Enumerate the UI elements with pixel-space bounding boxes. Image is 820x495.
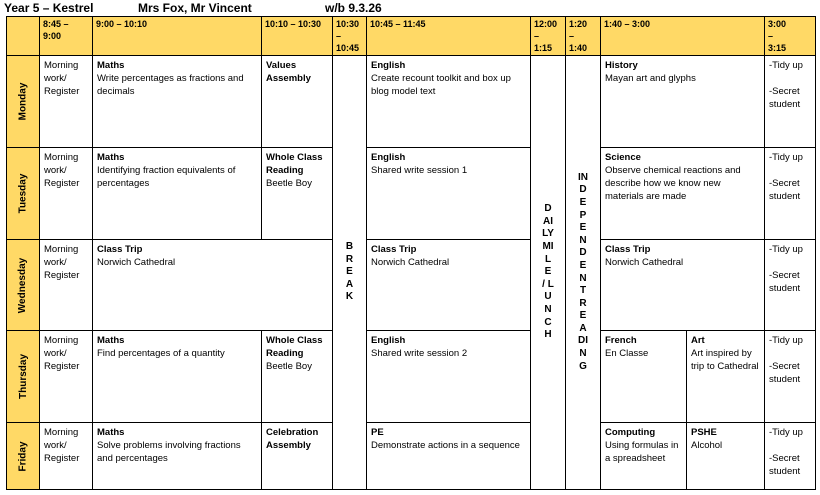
- session-4a-title: Computing: [605, 427, 656, 438]
- session-1-title: Maths: [97, 427, 125, 438]
- end-of-day-text: -Tidy up -Secret student: [769, 152, 803, 202]
- session-3-title: PE: [371, 427, 384, 438]
- time-slot-3: 10:10 – 10:30: [261, 16, 333, 56]
- morning-work-cell: [39, 422, 93, 490]
- session-4a-cell: [600, 422, 687, 490]
- time-slot-9: 3:00 – 3:15: [764, 16, 816, 56]
- time-slot-1: 8:45 – 9:00: [39, 16, 93, 56]
- end-of-day-text: -Tidy up -Secret student: [769, 335, 803, 385]
- session-4a-text: En Classe: [605, 348, 649, 359]
- morning-text: Morning work/ Register: [44, 152, 80, 189]
- session-3-title: English: [371, 335, 406, 346]
- class-name: Year 5 – Kestrel: [4, 1, 94, 15]
- session-1-title: Maths: [97, 60, 125, 71]
- morning-work-cell: [39, 330, 93, 423]
- morning-work-cell: [39, 147, 93, 240]
- teachers: Mrs Fox, Mr Vincent: [138, 1, 252, 15]
- end-of-day-text: -Tidy up -Secret student: [769, 244, 803, 294]
- day-label: [6, 330, 40, 423]
- session-4-text: Mayan art and glyphs: [605, 73, 696, 84]
- session-1-text: Find percentages of a quantity: [97, 348, 225, 359]
- session-4-title: History: [605, 60, 638, 71]
- session-4a-text: Using formulas in a spreadsheet: [605, 440, 679, 464]
- morning-work-cell: [39, 239, 93, 331]
- session-2-text: Beetle Boy: [266, 361, 312, 372]
- session-3-title: Class Trip: [371, 244, 417, 255]
- time-slot-6: 12:00 – 1:15: [530, 16, 566, 56]
- morning-text: Morning work/ Register: [44, 244, 80, 281]
- corner-cell: [6, 16, 40, 56]
- session-2-cell: [261, 422, 333, 490]
- session-3-text: Create recount toolkit and box up blog model text: [371, 73, 511, 97]
- day-name: Wednesday: [17, 257, 29, 313]
- session-3-text: Shared write session 1: [371, 165, 468, 176]
- session-1-cell: [92, 330, 262, 423]
- morning-text: Morning work/ Register: [44, 335, 80, 372]
- day-label: [6, 147, 40, 240]
- week-beginning: w/b 9.3.26: [325, 1, 382, 15]
- session-4a-cell: [600, 330, 687, 423]
- session-3-text: Demonstrate actions in a sequence: [371, 440, 520, 451]
- session-4-text: Norwich Cathedral: [605, 257, 684, 268]
- day-label: [6, 422, 40, 490]
- day-label: [6, 55, 40, 148]
- session-4b-text: Art inspired by trip to Cathedral: [691, 348, 759, 372]
- end-of-day-cell: [764, 55, 816, 148]
- session-4-title: Class Trip: [605, 244, 651, 255]
- session-4-cell: [600, 239, 765, 331]
- end-of-day-cell: [764, 239, 816, 331]
- end-of-day-cell: [764, 422, 816, 490]
- morning-work-cell: [39, 55, 93, 148]
- session-4b-cell: [686, 422, 765, 490]
- session-3-text: Shared write session 2: [371, 348, 468, 359]
- day-label: [6, 239, 40, 331]
- session-1-cell: [92, 422, 262, 490]
- time-slot-5: 10:45 – 11:45: [366, 16, 531, 56]
- session-2-title: Celebration Assembly: [266, 427, 319, 451]
- session-1-cell: [92, 55, 262, 148]
- session-1-cell: [92, 239, 333, 331]
- session-1-text: Solve problems involving fractions and percentages: [97, 440, 241, 464]
- morning-text: Morning work/ Register: [44, 427, 80, 464]
- day-name: Friday: [17, 440, 29, 472]
- time-slot-7: 1:20 – 1:40: [565, 16, 601, 56]
- day-name: Tuesday: [17, 173, 29, 214]
- session-3-title: English: [371, 60, 406, 71]
- session-2-text: Beetle Boy: [266, 178, 312, 189]
- session-2-cell: [261, 330, 333, 423]
- end-of-day-cell: [764, 147, 816, 240]
- session-1-text: Identifying fraction equivalents of percentages: [97, 165, 236, 189]
- time-slot-4: 10:30 – 10:45: [332, 16, 367, 56]
- time-slot-2: 9:00 – 10:10: [92, 16, 262, 56]
- session-1-title: Maths: [97, 152, 125, 163]
- end-of-day-text: -Tidy up -Secret student: [769, 60, 803, 110]
- session-4b-cell: [686, 330, 765, 423]
- independent-reading-column: INDEPENDENT READING: [565, 55, 601, 490]
- break-column: BREAK: [332, 55, 367, 490]
- session-4-cell: [600, 147, 765, 240]
- session-2-title: Whole Class Reading: [266, 152, 323, 176]
- session-4-cell: [600, 55, 765, 148]
- session-3-cell: [366, 239, 531, 331]
- daily-mile-lunch-column: DAILY MILE / LUNCH: [530, 55, 566, 490]
- session-4b-title: Art: [691, 335, 705, 346]
- session-3-cell: [366, 330, 531, 423]
- session-3-text: Norwich Cathedral: [371, 257, 450, 268]
- session-1-title: Class Trip: [97, 244, 143, 255]
- session-4-title: Science: [605, 152, 641, 163]
- session-3-cell: [366, 422, 531, 490]
- end-of-day-text: -Tidy up -Secret student: [769, 427, 803, 477]
- session-3-title: English: [371, 152, 406, 163]
- session-4b-title: PSHE: [691, 427, 717, 438]
- session-2-cell: [261, 147, 333, 240]
- session-1-text: Norwich Cathedral: [97, 257, 176, 268]
- end-of-day-cell: [764, 330, 816, 423]
- session-3-cell: [366, 147, 531, 240]
- session-4b-text: Alcohol: [691, 440, 723, 451]
- session-2-title: Whole Class Reading: [266, 335, 323, 359]
- session-3-cell: [366, 55, 531, 148]
- session-1-text: Write percentages as fractions and decimals: [97, 73, 244, 97]
- session-2-cell: [261, 55, 333, 148]
- morning-text: Morning work/ Register: [44, 60, 80, 97]
- day-name: Thursday: [17, 353, 29, 400]
- session-4a-title: French: [605, 335, 637, 346]
- time-slot-8: 1:40 – 3:00: [600, 16, 765, 56]
- day-name: Monday: [17, 82, 29, 121]
- session-4-text: Observe chemical reactions and describe how we know new materials are made: [605, 165, 741, 202]
- session-1-cell: [92, 147, 262, 240]
- session-2-title: Values Assembly: [266, 60, 311, 84]
- session-1-title: Maths: [97, 335, 125, 346]
